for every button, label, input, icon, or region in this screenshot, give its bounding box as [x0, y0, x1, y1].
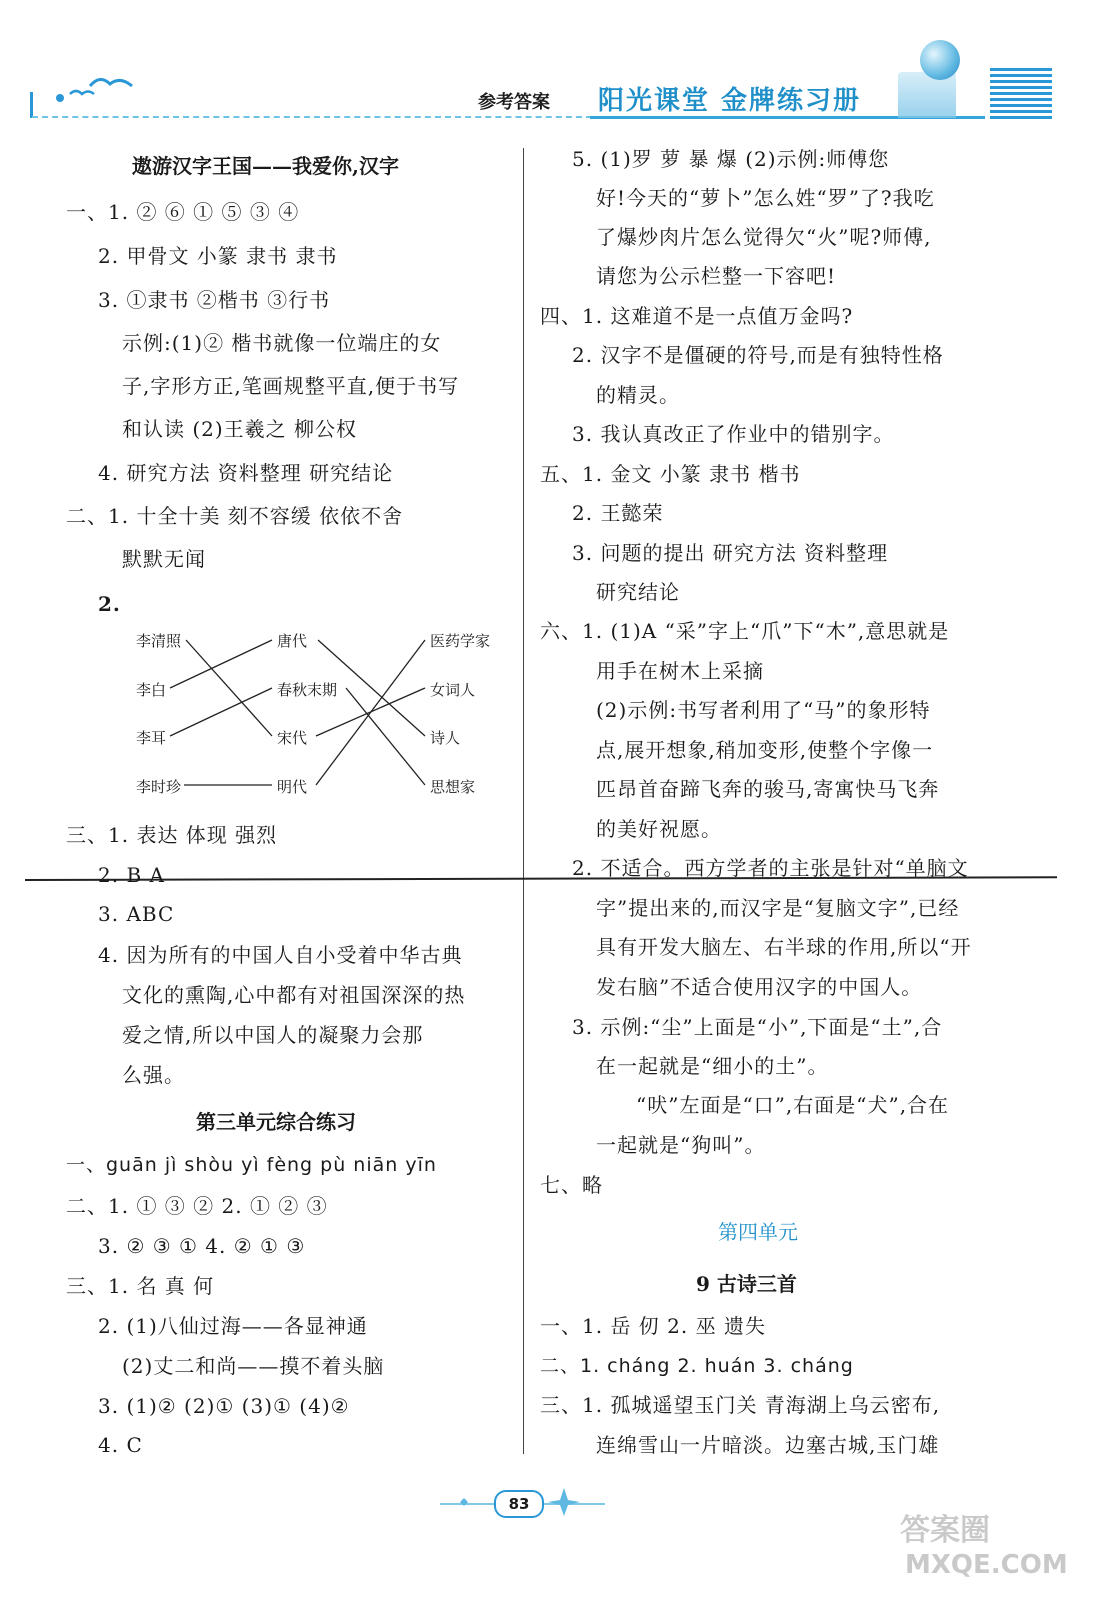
answer-line: 二、1. cháng 2. huán 3. cháng — [540, 1355, 854, 1377]
answer-line: 文化的熏陶,心中都有对祖国深深的热 — [122, 983, 466, 1007]
answer-line: 二、1. 十全十美 刻不容缓 依依不舍 — [66, 504, 404, 528]
answer-line: 三、1. 表达 体现 强烈 — [66, 823, 278, 847]
answer-line: 研究结论 — [596, 580, 680, 604]
answer-line: 二、1. ① ③ ② 2. ① ② ③ — [66, 1194, 328, 1218]
answer-line: 在一起就是“细小的土”。 — [596, 1054, 829, 1078]
answer-line: 2. — [98, 592, 121, 616]
answer-line: 和认读 (2)王羲之 柳公权 — [122, 417, 358, 441]
answer-line: 五、1. 金文 小篆 隶书 楷书 — [540, 462, 801, 486]
answer-line: 七、略 — [540, 1173, 603, 1197]
answer-line: 2. (1)八仙过海——各显神通 — [98, 1314, 368, 1338]
match-line — [170, 688, 272, 736]
answer-line: 匹昂首奋蹄飞奔的骏马,寄寓快马飞奔 — [596, 777, 940, 801]
answer-line: 的美好祝愿。 — [596, 817, 722, 841]
answer-line: 了爆炒肉片怎么觉得欠“火”呢?师傅, — [596, 225, 932, 249]
answer-line: 发右脑”不适合使用汉字的中国人。 — [596, 975, 923, 999]
diagram-role: 医药学家 — [430, 632, 491, 650]
answer-line: 的精灵。 — [596, 383, 680, 407]
answer-line: (2)丈二和尚——摸不着头脑 — [122, 1354, 385, 1378]
diagram-role: 诗人 — [430, 729, 461, 747]
watermark-url: MXQE.COM — [905, 1550, 1068, 1580]
answer-line: 5. (1)罗 萝 暴 爆 (2)示例:师傅您 — [572, 147, 890, 171]
diagram-person: 李白 — [136, 681, 167, 699]
answer-line: 字”提出来的,而汉字是“复脑文字”,已经 — [596, 896, 960, 920]
answer-line: (2)示例:书写者利用了“马”的象形特 — [596, 698, 931, 722]
page-number: 83 — [494, 1490, 544, 1518]
match-line — [170, 640, 272, 688]
answer-line: 好!今天的“萝卜”怎么姓“罗”了?我吃 — [596, 186, 935, 210]
answer-line: “吠”左面是“口”,右面是“犬”,合在 — [636, 1093, 950, 1117]
header-brand: 阳光课堂 金牌练习册 — [598, 86, 862, 116]
diagram-era: 春秋末期 — [277, 681, 338, 699]
diagram-person: 李清照 — [136, 632, 182, 650]
answer-line: 4. 研究方法 资料整理 研究结论 — [98, 461, 394, 485]
diagram-person: 李时珍 — [136, 778, 182, 796]
watermark-logo: 答案圈 — [900, 1513, 990, 1548]
answer-line: 请您为公示栏整一下容吧! — [596, 264, 837, 288]
diagram-era: 宋代 — [277, 729, 308, 747]
answer-line: 一、guān jì shòu yì fèng pù niān yīn — [66, 1154, 437, 1176]
answer-line: 点,展开想象,稍加变形,使整个字像一 — [596, 738, 934, 762]
answer-line: 四、1. 这难道不是一点值万金吗? — [540, 304, 854, 328]
answer-line: 三、1. 名 真 何 — [66, 1274, 215, 1298]
header-label: 参考答案 — [478, 92, 550, 113]
answer-line: 么强。 — [122, 1063, 185, 1087]
unit-title: 第四单元 — [718, 1220, 798, 1244]
answer-line: 三、1. 孤城遥望玉门关 青海湖上乌云密布, — [540, 1393, 941, 1417]
answer-line: 3. ABC — [98, 902, 175, 926]
answer-line: 具有开发大脑左、右半球的作用,所以“开 — [596, 935, 972, 959]
answer-line: 2. 王懿荣 — [572, 501, 664, 525]
answer-line: 3. (1)② (2)① (3)① (4)② — [98, 1394, 350, 1418]
answer-line: 子,字形方正,笔画规整平直,便于书写 — [122, 374, 460, 398]
answer-line: 4. 因为所有的中国人自小受着中华古典 — [98, 943, 463, 967]
diagram-role: 思想家 — [430, 778, 476, 796]
match-line — [316, 640, 425, 785]
answer-line: 2. B A — [98, 863, 165, 887]
match-line — [346, 688, 425, 785]
diagram-role: 女词人 — [430, 681, 476, 699]
answer-line: 用手在树木上采摘 — [596, 659, 764, 683]
answer-line: 3. 示例:“尘”上面是“小”,下面是“土”,合 — [572, 1015, 943, 1039]
answer-line: 示例:(1)② 楷书就像一位端庄的女 — [122, 331, 442, 355]
answer-line: 一、1. 岳 仞 2. 巫 遗失 — [540, 1314, 766, 1338]
answer-line: 4. C — [98, 1433, 143, 1457]
diagram-era: 明代 — [277, 778, 308, 796]
answer-line: 3. 问题的提出 研究方法 资料整理 — [572, 541, 889, 565]
answer-line: 2. 甲骨文 小篆 隶书 隶书 — [98, 244, 338, 268]
answer-line: 默默无闻 — [122, 547, 206, 571]
answer-line: 3. 我认真改正了作业中的错别字。 — [572, 422, 895, 446]
lesson-title: 9 古诗三首 — [696, 1272, 797, 1296]
answer-line: 连绵雪山一片暗淡。边塞古城,玉门雄 — [596, 1433, 940, 1457]
section-title: 第三单元综合练习 — [196, 1110, 356, 1134]
diagram-era: 唐代 — [277, 632, 308, 650]
answer-line: 3. ② ③ ① 4. ② ① ③ — [98, 1234, 306, 1258]
answer-line: 3. ①隶书 ②楷书 ③行书 — [98, 288, 331, 312]
match-line — [318, 640, 425, 736]
answer-line: 2. 不适合。西方学者的主张是针对“单脑文 — [572, 856, 969, 880]
match-line — [186, 640, 272, 736]
diagram-person: 李耳 — [136, 729, 167, 747]
answer-line: 六、1. (1)A “采”字上“爪”下“木”,意思就是 — [540, 619, 950, 643]
answer-line: 爱之情,所以中国人的凝聚力会那 — [122, 1023, 424, 1047]
answer-line: 一起就是“狗叫”。 — [596, 1133, 766, 1157]
answer-line: 一、1. ② ⑥ ① ⑤ ③ ④ — [66, 200, 300, 224]
answer-line: 2. 汉字不是僵硬的符号,而是有独特性格 — [572, 343, 944, 367]
section-title: 遨游汉字王国——我爱你,汉字 — [132, 154, 399, 178]
